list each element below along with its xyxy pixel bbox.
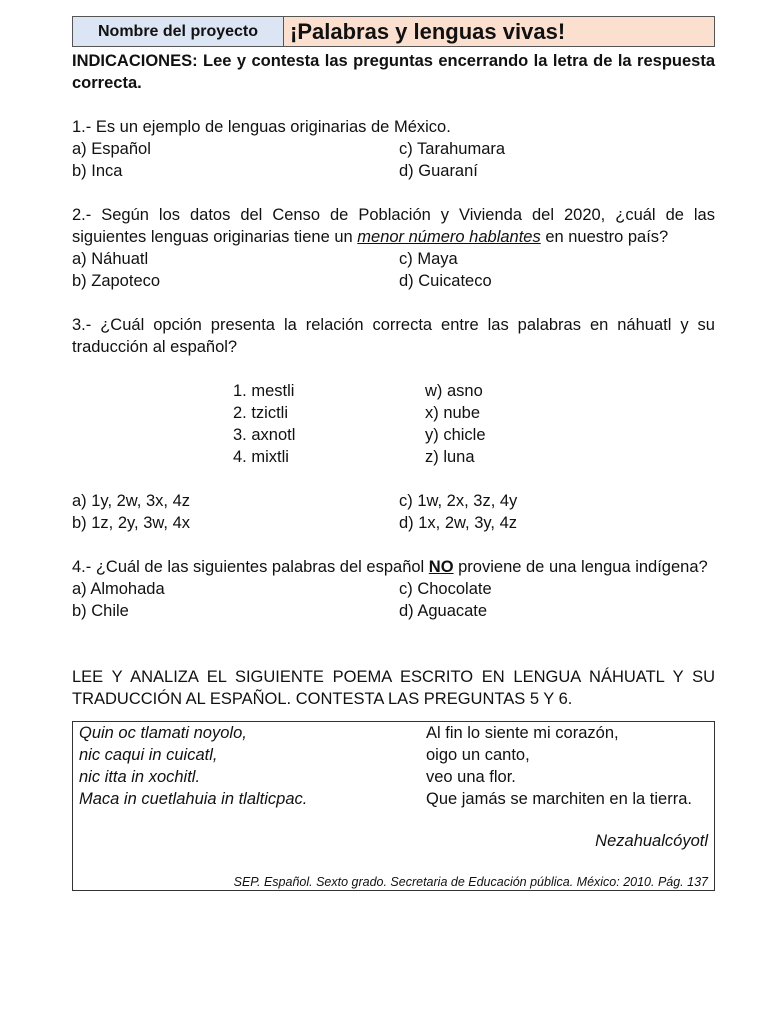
q3-option-b[interactable]: b) 1z, 2y, 3w, 4x [72,514,190,532]
translation-item: w) asno [425,382,483,400]
word-item: 3. axnotl [233,426,296,444]
poem-line: nic itta in xochitl. [79,768,201,786]
q2-option-c[interactable]: c) Maya [399,250,458,268]
word-item: 2. tzictli [233,404,289,422]
poem-line: Al fin lo siente mi corazón, [426,724,619,742]
q3-option-d[interactable]: d) 1x, 2w, 3y, 4z [399,514,517,532]
poem-instructions: LEE Y ANALIZA EL SIGUIENTE POEMA ESCRITO EN LENGUA NÁHUATL Y SU TRADUCCIÓN AL ESPAÑOL. CONTESTA LAS PREGUNTAS 5 Y 6. [72,668,715,708]
q3-option-a[interactable]: a) 1y, 2w, 3x, 4z [72,492,190,510]
q1-option-a[interactable]: a) Español [72,140,151,158]
q1-option-c[interactable]: c) Tarahumara [399,140,506,158]
question-4 [72,556,715,622]
poem-line: Maca in cuetlahuia in tlalticpac. [79,790,308,808]
project-name-label: Nombre del proyecto [73,17,284,46]
word-item: 1. mestli [233,382,295,400]
q2-emphasis: menor número hablantes [357,228,541,246]
spanish-translations [425,380,486,468]
translation-item: x) nube [425,404,481,422]
q4-emphasis: NO [428,558,454,576]
project-title: ¡Palabras y lenguas vivas! [284,17,714,46]
q4-text-part-end: proviene de una lengua indígena? [453,558,708,576]
poem-line: Que jamás se marchiten en la tierra. [426,790,692,808]
poem-nahuatl [79,722,426,810]
poem-line: nic caqui in cuicatl, [79,746,218,764]
question-3 [72,314,715,534]
q4-option-a[interactable]: a) Almohada [72,580,165,598]
q1-option-d[interactable]: d) Guaraní [399,162,478,180]
poem-line: Quin oc tlamati noyolo, [79,724,247,742]
translation-item: z) luna [425,448,475,466]
matching-pairs [233,380,715,468]
q2-text-part: 2.- Según los datos del Censo de Población y Vivienda del 2020, ¿cuál de las siguientes lenguas originarias tiene un [72,206,715,246]
poem-box [72,721,715,891]
q4-option-d[interactable]: d) Aguacate [399,602,488,620]
poem-author: Nezahualcóyotl [595,832,708,850]
q2-option-b[interactable]: b) Zapoteco [72,272,161,290]
question-1-text: 1.- Es un ejemplo de lenguas originarias de México. [72,118,451,136]
question-2-text [72,204,715,248]
question-2 [72,204,715,292]
poem-line: veo una flor. [426,768,516,786]
q2-option-a[interactable]: a) Náhuatl [72,250,149,268]
project-header [72,16,715,47]
q4-option-c[interactable]: c) Chocolate [399,580,492,598]
poem-line: oigo un canto, [426,746,530,764]
q2-text-part-end: en nuestro país? [540,228,669,246]
nahuatl-words [233,380,425,468]
instructions: INDICACIONES: Lee y contesta las preguntas encerrando la letra de la respuesta correcta. [72,52,715,92]
q2-option-d[interactable]: d) Cuicateco [399,272,492,290]
word-item: 4. mixtli [233,448,289,466]
q1-option-b[interactable]: b) Inca [72,162,123,180]
q4-option-b[interactable]: b) Chile [72,602,129,620]
question-4-text [72,556,715,578]
translation-item: y) chicle [425,426,486,444]
worksheet-page [72,16,715,891]
q3-option-c[interactable]: c) 1w, 2x, 3z, 4y [399,492,518,510]
poem-source: SEP. Español. Sexto grado. Secretaria de Educación pública. México: 2010. Pág. 137 [233,875,708,889]
poem [79,722,708,810]
question-3-text: 3.- ¿Cuál opción presenta la relación correcta entre las palabras en náhuatl y su traducción al español? [72,316,715,356]
poem-spanish [426,722,708,810]
q4-text-part: 4.- ¿Cuál de las siguientes palabras del español [72,558,429,576]
question-1 [72,116,715,182]
